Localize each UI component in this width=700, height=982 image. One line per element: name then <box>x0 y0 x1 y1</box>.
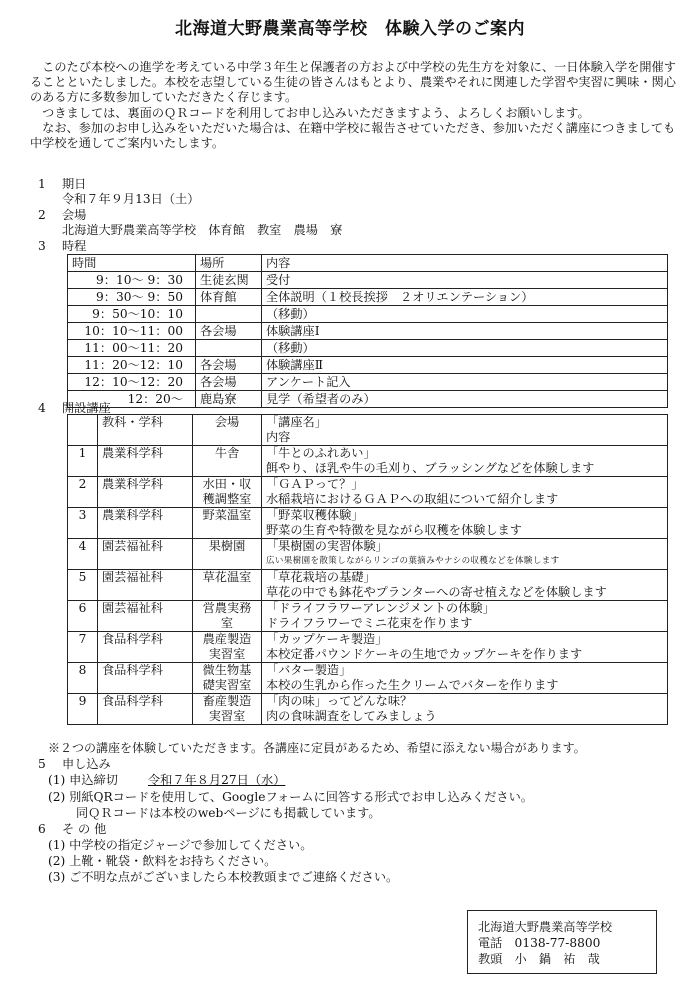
course-dept: 園芸福祉科 <box>98 570 193 601</box>
course-dept: 農業科学科 <box>98 446 193 477</box>
schedule-place: 体育館 <box>196 289 262 306</box>
schedule-content: 体験講座Ⅰ <box>262 323 668 340</box>
schedule-time: 12：20～ <box>68 391 196 408</box>
course-venue <box>193 663 262 694</box>
course-venue-line1: 果樹園 <box>208 539 246 553</box>
schedule-time: 10：10～11：00 <box>68 323 196 340</box>
contact-school: 北海道大野農業高等学校 <box>478 920 613 934</box>
schedule-time: 9：30～ 9：50 <box>68 289 196 306</box>
schedule-place <box>196 306 262 323</box>
courses-header-no <box>68 415 98 446</box>
apply-method: (2) 別紙QRコードを使用して、Googleフォームに回答する形式でお申し込みください。 <box>48 790 533 804</box>
course-title: 「ＧＡＰって？」 <box>266 477 364 491</box>
schedule-header-row <box>68 255 668 272</box>
other-item: (3) ご不明な点がございましたら本校教頭までご連絡ください。 <box>48 870 399 884</box>
course-number: 6 <box>68 601 98 632</box>
course-title: 「カップケーキ製造」 <box>266 632 388 646</box>
course-description: 肉の食味調査をしてみましょう <box>266 709 437 723</box>
section-1-heading: 期日 <box>62 177 87 191</box>
section-2-heading: 会場 <box>62 208 87 222</box>
course-venue <box>193 570 262 601</box>
course-description: 野菜の生育や特徴を見ながら収穫を体験します <box>266 523 522 537</box>
schedule-row <box>68 340 668 357</box>
course-number: 8 <box>68 663 98 694</box>
course-details <box>262 694 668 725</box>
schedule-place: 各会場 <box>196 374 262 391</box>
section-4-heading: 開設講座 <box>62 401 111 415</box>
course-dept: 食品科学科 <box>98 663 193 694</box>
schedule-time: 12：10～12：20 <box>68 374 196 391</box>
course-row <box>68 694 668 725</box>
course-title: 「牛とのふれあい」 <box>266 446 376 460</box>
other-item: (2) 上靴・靴袋・飲料をお持ちください。 <box>48 854 277 868</box>
document-title: 北海道大野農業高等学校 体験入学のご案内 <box>175 19 525 39</box>
course-dept: 園芸福祉科 <box>98 601 193 632</box>
deadline-label: (1) 申込締切 <box>48 773 118 787</box>
schedule-header-content: 内容 <box>262 255 668 272</box>
intro-text <box>30 60 682 151</box>
course-number: 9 <box>68 694 98 725</box>
course-dept: 農業科学科 <box>98 508 193 539</box>
schedule-content: 受付 <box>262 272 668 289</box>
schedule-time: 11：00～11：20 <box>68 340 196 357</box>
schedule-header-time: 時間 <box>68 255 196 272</box>
courses-header-dept: 教科・学科 <box>98 415 193 446</box>
courses-note: ※２つの講座を体験していただきます。各講座に定員があるため、希望に添えない場合があります。 <box>48 741 586 755</box>
course-venue-line2: 穫調整室 <box>202 492 252 506</box>
deadline-date: 令和７年８月27日（水） <box>148 773 286 787</box>
intro-paragraph-1: このたび本校への進学を考えている中学３年生と保護者の方および中学校の先生方を対象に、一日体験入学を開催することといたしました。本校を志望している生徒の皆さんはもとより、農業やそれに関連した学習や実習に興味・関心のある方に多数参加していただきたく存じます。 <box>30 60 676 105</box>
section-2-number: 2 <box>38 208 46 222</box>
courses-header-title: 「講座名」 <box>266 415 327 429</box>
schedule-place: 鹿島寮 <box>196 391 262 408</box>
contact-box <box>467 910 657 974</box>
schedule-row <box>68 391 668 408</box>
course-row <box>68 477 668 508</box>
contact-phone: 電話 0138-77-8800 <box>478 936 601 950</box>
course-venue-line1: 草花温室 <box>202 570 252 584</box>
other-item: (1) 中学校の指定ジャージで参加してください。 <box>48 838 313 852</box>
schedule-row <box>68 272 668 289</box>
courses-header-row <box>68 415 668 446</box>
course-description: 餌やり、ほ乳や牛の毛刈り、ブラッシングなどを体験します <box>266 461 595 475</box>
section-3-heading: 時程 <box>62 239 87 253</box>
schedule-place: 各会場 <box>196 357 262 374</box>
course-title: 「草花栽培の基礎」 <box>266 570 376 584</box>
course-row <box>68 632 668 663</box>
course-title: 「バター製造」 <box>266 663 352 677</box>
event-date: 令和７年９月13日（土） <box>62 192 200 206</box>
course-row <box>68 508 668 539</box>
course-details <box>262 570 668 601</box>
contact-person: 教頭 小 鍋 祐 哉 <box>478 952 600 966</box>
courses-table <box>67 414 668 725</box>
courses-header-venue: 会場 <box>193 415 262 446</box>
section-5-number: 5 <box>38 757 46 771</box>
schedule-content: アンケート記入 <box>262 374 668 391</box>
schedule-place: 生徒玄関 <box>196 272 262 289</box>
course-description: 広い果樹園を散策しながらリンゴの葉摘みやナシの収穫などを体験します <box>266 556 560 566</box>
schedule-content: 見学（希望者のみ） <box>262 391 668 408</box>
course-details <box>262 446 668 477</box>
course-venue-line1: 野菜温室 <box>202 508 252 522</box>
schedule-content: （移動） <box>262 306 668 323</box>
course-row <box>68 570 668 601</box>
course-venue-line1: 畜産製造 <box>202 694 252 708</box>
course-dept: 食品科学科 <box>98 694 193 725</box>
course-number: 4 <box>68 539 98 570</box>
course-venue-line1: 営農実務 <box>202 601 252 615</box>
course-details <box>262 508 668 539</box>
schedule-row <box>68 323 668 340</box>
event-venue: 北海道大野農業高等学校 体育館 教室 農場 寮 <box>62 223 343 237</box>
course-dept: 食品科学科 <box>98 632 193 663</box>
course-details <box>262 601 668 632</box>
apply-method-note: 同ＱＲコードは本校のwebページにも掲載しています。 <box>76 806 381 820</box>
schedule-content: （移動） <box>262 340 668 357</box>
course-venue <box>193 694 262 725</box>
course-venue-line1: 農産製造 <box>202 632 252 646</box>
course-venue <box>193 446 262 477</box>
course-description: ドライフラワーでミニ花束を作ります <box>266 616 473 630</box>
schedule-row <box>68 374 668 391</box>
course-venue-line1: 牛舎 <box>214 446 240 460</box>
schedule-content: 全体説明（１校長挨拶 ２オリエンテーション） <box>262 289 668 306</box>
schedule-place: 各会場 <box>196 323 262 340</box>
course-row <box>68 601 668 632</box>
course-details <box>262 477 668 508</box>
course-dept: 農業科学科 <box>98 477 193 508</box>
schedule-place <box>196 340 262 357</box>
section-6-number: 6 <box>38 822 46 836</box>
course-row <box>68 539 668 570</box>
course-description: 草花の中でも鉢花やプランターへの寄せ植えなどを体験します <box>266 585 607 599</box>
course-venue <box>193 632 262 663</box>
course-description: 本校定番パウンドケーキの生地でカップケーキを作ります <box>266 647 583 661</box>
intro-paragraph-2: つきましては、裏面のＱＲコードを利用してお申し込みいただきますよう、よろしくお願いします。 <box>30 105 590 120</box>
course-title: 「ドライフラワーアレンジメントの体験」 <box>266 601 495 615</box>
course-details <box>262 632 668 663</box>
course-venue-line2: 実習室 <box>208 709 246 723</box>
course-title: 「野菜収穫体験」 <box>266 508 364 522</box>
course-number: 2 <box>68 477 98 508</box>
course-venue-line1: 微生物基 <box>202 663 252 677</box>
section-1-number: 1 <box>38 177 46 191</box>
course-row <box>68 446 668 477</box>
schedule-row <box>68 289 668 306</box>
section-4-number: 4 <box>38 401 46 415</box>
course-number: 3 <box>68 508 98 539</box>
course-title: 「果樹園の実習体験」 <box>266 539 388 553</box>
course-number: 7 <box>68 632 98 663</box>
course-number: 1 <box>68 446 98 477</box>
course-venue-line2: 礎実習室 <box>202 678 252 692</box>
schedule-row <box>68 357 668 374</box>
course-venue <box>193 477 262 508</box>
course-venue-line2: 実習室 <box>208 647 246 661</box>
course-details <box>262 539 668 570</box>
schedule-time: 11：20～12：10 <box>68 357 196 374</box>
schedule-content: 体験講座Ⅱ <box>262 357 668 374</box>
schedule-time: 9：50～10：10 <box>68 306 196 323</box>
courses-header-name <box>262 415 668 446</box>
course-venue-line2: 室 <box>220 616 234 630</box>
course-details <box>262 663 668 694</box>
course-title: 「肉の味」ってどんな味？ <box>266 694 413 708</box>
course-venue-line1: 水田・収 <box>202 477 252 491</box>
section-3-number: 3 <box>38 239 46 253</box>
course-venue <box>193 601 262 632</box>
section-6-heading: そ の 他 <box>62 822 107 836</box>
courses-header-content: 内容 <box>266 430 291 444</box>
course-number: 5 <box>68 570 98 601</box>
course-description: 水稲栽培におけるＧＡＰへの取組について紹介します <box>266 492 559 506</box>
schedule-row <box>68 306 668 323</box>
course-row <box>68 663 668 694</box>
intro-paragraph-3: なお、参加のお申し込みをいただいた場合は、在籍中学校に報告させていただき、参加いただく講座につきましても中学校を通してご案内いたします。 <box>30 120 676 151</box>
schedule-time: 9：10～ 9：30 <box>68 272 196 289</box>
course-dept: 園芸福祉科 <box>98 539 193 570</box>
course-venue <box>193 539 262 570</box>
schedule-table <box>67 254 668 408</box>
course-description: 本校の生乳から作った生クリームでバターを作ります <box>266 678 559 692</box>
schedule-header-place: 場所 <box>196 255 262 272</box>
section-5-heading: 申し込み <box>62 757 111 771</box>
course-venue <box>193 508 262 539</box>
